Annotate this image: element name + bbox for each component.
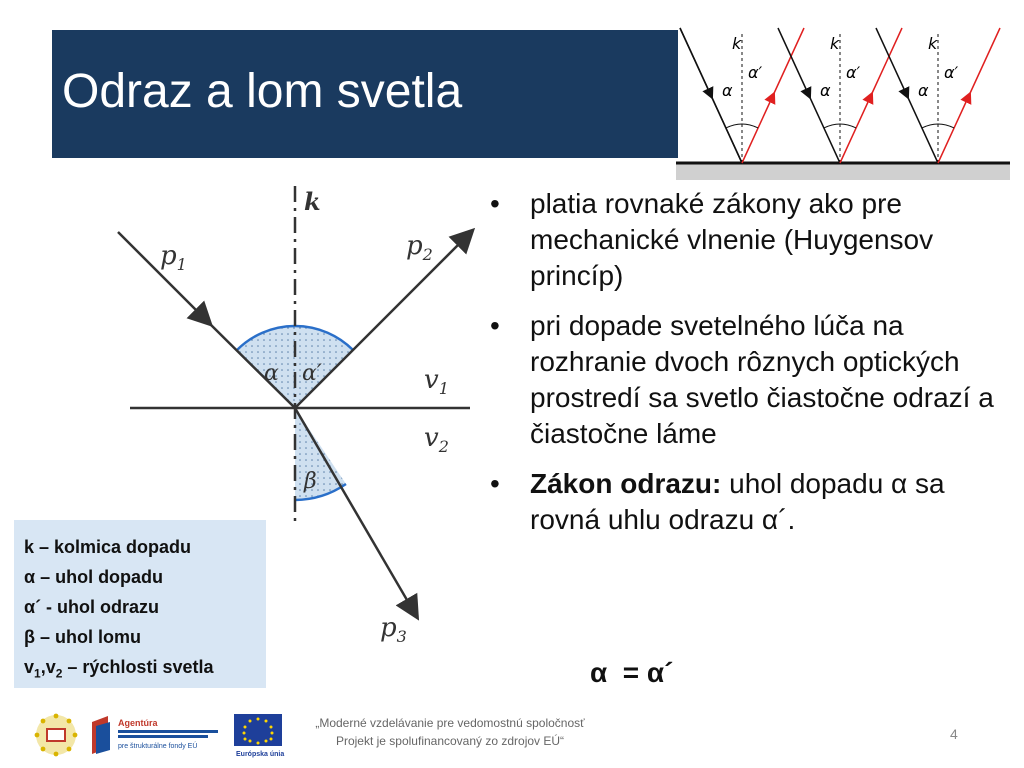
- alpha-prime-label: α′: [748, 63, 763, 82]
- alpha-label: α: [722, 81, 733, 100]
- bullet-item: [490, 186, 1010, 294]
- legend-item-velocities: $v_1,v_2$ – rýchlosti svetla: [24, 657, 214, 681]
- legend-item-alpha: α – uhol dopadu: [24, 567, 164, 587]
- footer-logos: [30, 708, 300, 762]
- footer-line-1: „Moderné vzdelávanie pre vedomostnú spoločnosť: [315, 716, 585, 730]
- footer-text: [300, 714, 600, 750]
- reflection-equation: α = α´: [590, 657, 674, 688]
- label-beta: β: [304, 469, 317, 494]
- svg-text:Agentúra: Agentúra: [118, 718, 158, 728]
- alpha-prime-label: α′: [846, 63, 861, 82]
- bullet-item: [490, 308, 1010, 452]
- eu-flag-logo: [234, 714, 284, 758]
- legend-item-alpha-prime: α´ - uhol odrazu: [24, 597, 160, 617]
- label-alpha: α: [264, 361, 279, 386]
- label-p3: $p_3$: [380, 613, 407, 644]
- agency-logo: [92, 716, 218, 754]
- mirror-surface: [676, 164, 1010, 180]
- k-label: k: [928, 34, 938, 53]
- bullet-dot: •: [490, 468, 500, 499]
- legend-item-beta: β – uhol lomu: [24, 627, 141, 647]
- bullet-text: platia rovnaké zákony ako pre mechanické vlnenie (Huygensov princíp): [530, 188, 934, 291]
- page-number: 4: [950, 726, 958, 742]
- reflection-unit-3: [876, 28, 1000, 163]
- refracted-ray: [295, 408, 414, 612]
- legend-box: [14, 520, 266, 688]
- reflection-figure: [676, 26, 1010, 180]
- k-label: k: [732, 34, 742, 53]
- bullet-list: [490, 186, 1010, 552]
- alpha-label: α: [918, 81, 929, 100]
- label-k: k: [304, 187, 321, 216]
- label-v1: $v_1$: [424, 365, 449, 398]
- svg-text:Európska únia: Európska únia: [236, 751, 285, 758]
- education-program-logo: [35, 714, 78, 757]
- reflection-unit-2: [778, 28, 902, 163]
- legend-item-k: k – kolmica dopadu: [24, 537, 192, 557]
- bullet-bold-text: Zákon odrazu:: [530, 468, 722, 499]
- bullet-dot: •: [490, 188, 500, 219]
- bullet-text: uhol dopadu α sa rovná uhlu odrazu α´.: [530, 468, 945, 535]
- label-v2: $v_2$: [424, 423, 449, 456]
- slide-title: Odraz a lom svetla: [62, 65, 463, 118]
- alpha-prime-label: α′: [944, 63, 959, 82]
- footer-line-2: Projekt je spolufinancovaný zo zdrojov EÚ“: [335, 734, 565, 748]
- svg-text:pre štrukturálne fondy EÚ: pre štrukturálne fondy EÚ: [118, 743, 198, 750]
- label-p2: $p_2$: [406, 231, 433, 264]
- label-alpha-prime: α′: [302, 361, 322, 386]
- k-label: k: [830, 34, 840, 53]
- reflection-unit-1: [680, 28, 804, 163]
- label-p1: $p_1$: [160, 241, 187, 274]
- bullet-dot: •: [490, 310, 500, 341]
- bullet-item: [490, 466, 1010, 538]
- alpha-label: α: [820, 81, 831, 100]
- bullet-text: pri dopade svetelného lúča na rozhranie dvoch rôznych optických prostredí sa svetlo čiastočne odrazí a čiastočne láme: [530, 310, 994, 449]
